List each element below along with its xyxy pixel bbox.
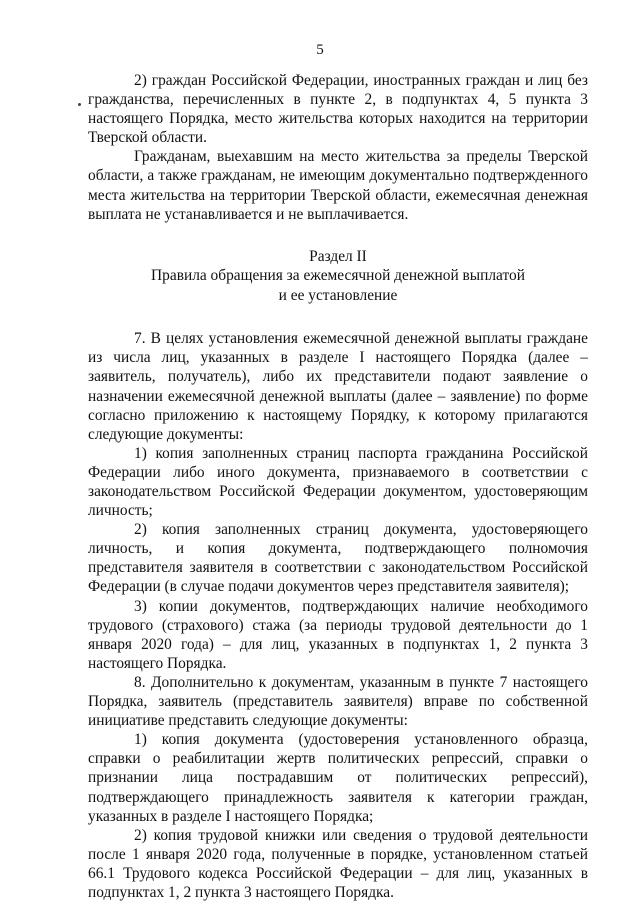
paragraph-7-item-2: 2) копия заполненных страниц документа, удостоверяющего личность, и копия документа, подтверждающего полномочия представителя заявителя в соответствии с законодательством Российской Федерации (в случае подачи документов через представителя заявителя); [88,521,588,596]
section-title-line1: Правила обращения за ежемесячной денежной выплатой [151,267,525,285]
paragraph-8-item-1: 1) копия документа (удостоверения установленного образца, справки о реабилитации жертв политических репрессий, справки о признании лица пострадавшим от политических репрессий), подтверждающего принадлежность заявителя к категории граждан, указанных в разделе I настоящего Порядка; [88,731,588,825]
paragraph-8-item-2: 2) копия трудовой книжки или сведения о трудовой деятельности после 1 января 2020 года, полученные в порядке, установленном статьей 66.1 Трудового кодекса Российской Федерации – для лиц, указанных в подпунктах 1, 2 пункта 3 настоящего Порядка. [88,826,588,901]
paragraph-7: 7. В целях установления ежемесячной денежной выплаты граждане из числа лиц, указанных в разделе I настоящего Порядка (далее – заявитель, получатель), либо их представители подают заявление о назначении ежемесячной денежной выплаты (далее – заявление) по форме согласно приложению к настоящему Порядку, к которому прилагаются следующие документы: [88,330,588,443]
document-body [88,71,588,902]
paragraph-7-item-3: 3) копии документов, подтверждающих наличие необходимого трудового (страхового) стажа (за периоды трудовой деятельности до 1 января 2020 года) – для лиц, указанных в подпунктах 1, 2 пункта 3 настоящего Порядка. [88,597,588,672]
section-title-line2: и ее установление [278,286,398,304]
paragraph-2-citizens: 2) граждан Российской Федерации, иностранных граждан и лиц без гражданства, перечисленных в пункте 2, в подпунктах 4, 5 пункта 3 настоящего Порядка, место жительства которых находится на территории Тверской области. [88,72,588,147]
paragraph-7-item-1: 1) копия заполненных страниц паспорта гражданина Российской Федерации либо иного документа, признаваемого в соответствии с законодательством Российской Федерации документом, удостоверяющим личность; [88,444,588,520]
paragraph-8: 8. Дополнительно к документам, указанным в пункте 7 настоящего Порядка, заявитель (представитель заявителя) вправе по собственной инициативе представить следующие документы: [88,673,588,730]
paragraph-departed-citizens: Гражданам, выехавшим на место жительства за пределы Тверской области, а также гражданам, не имеющим документально подтвержденного места жительства на территории Тверской области, ежемесячная денежная выплата не устанавливается и не выплачивается. [88,148,588,223]
section-number: Раздел II [309,247,367,265]
margin-mark [78,103,81,106]
page-number: 5 [316,42,324,58]
section-heading [88,247,588,306]
